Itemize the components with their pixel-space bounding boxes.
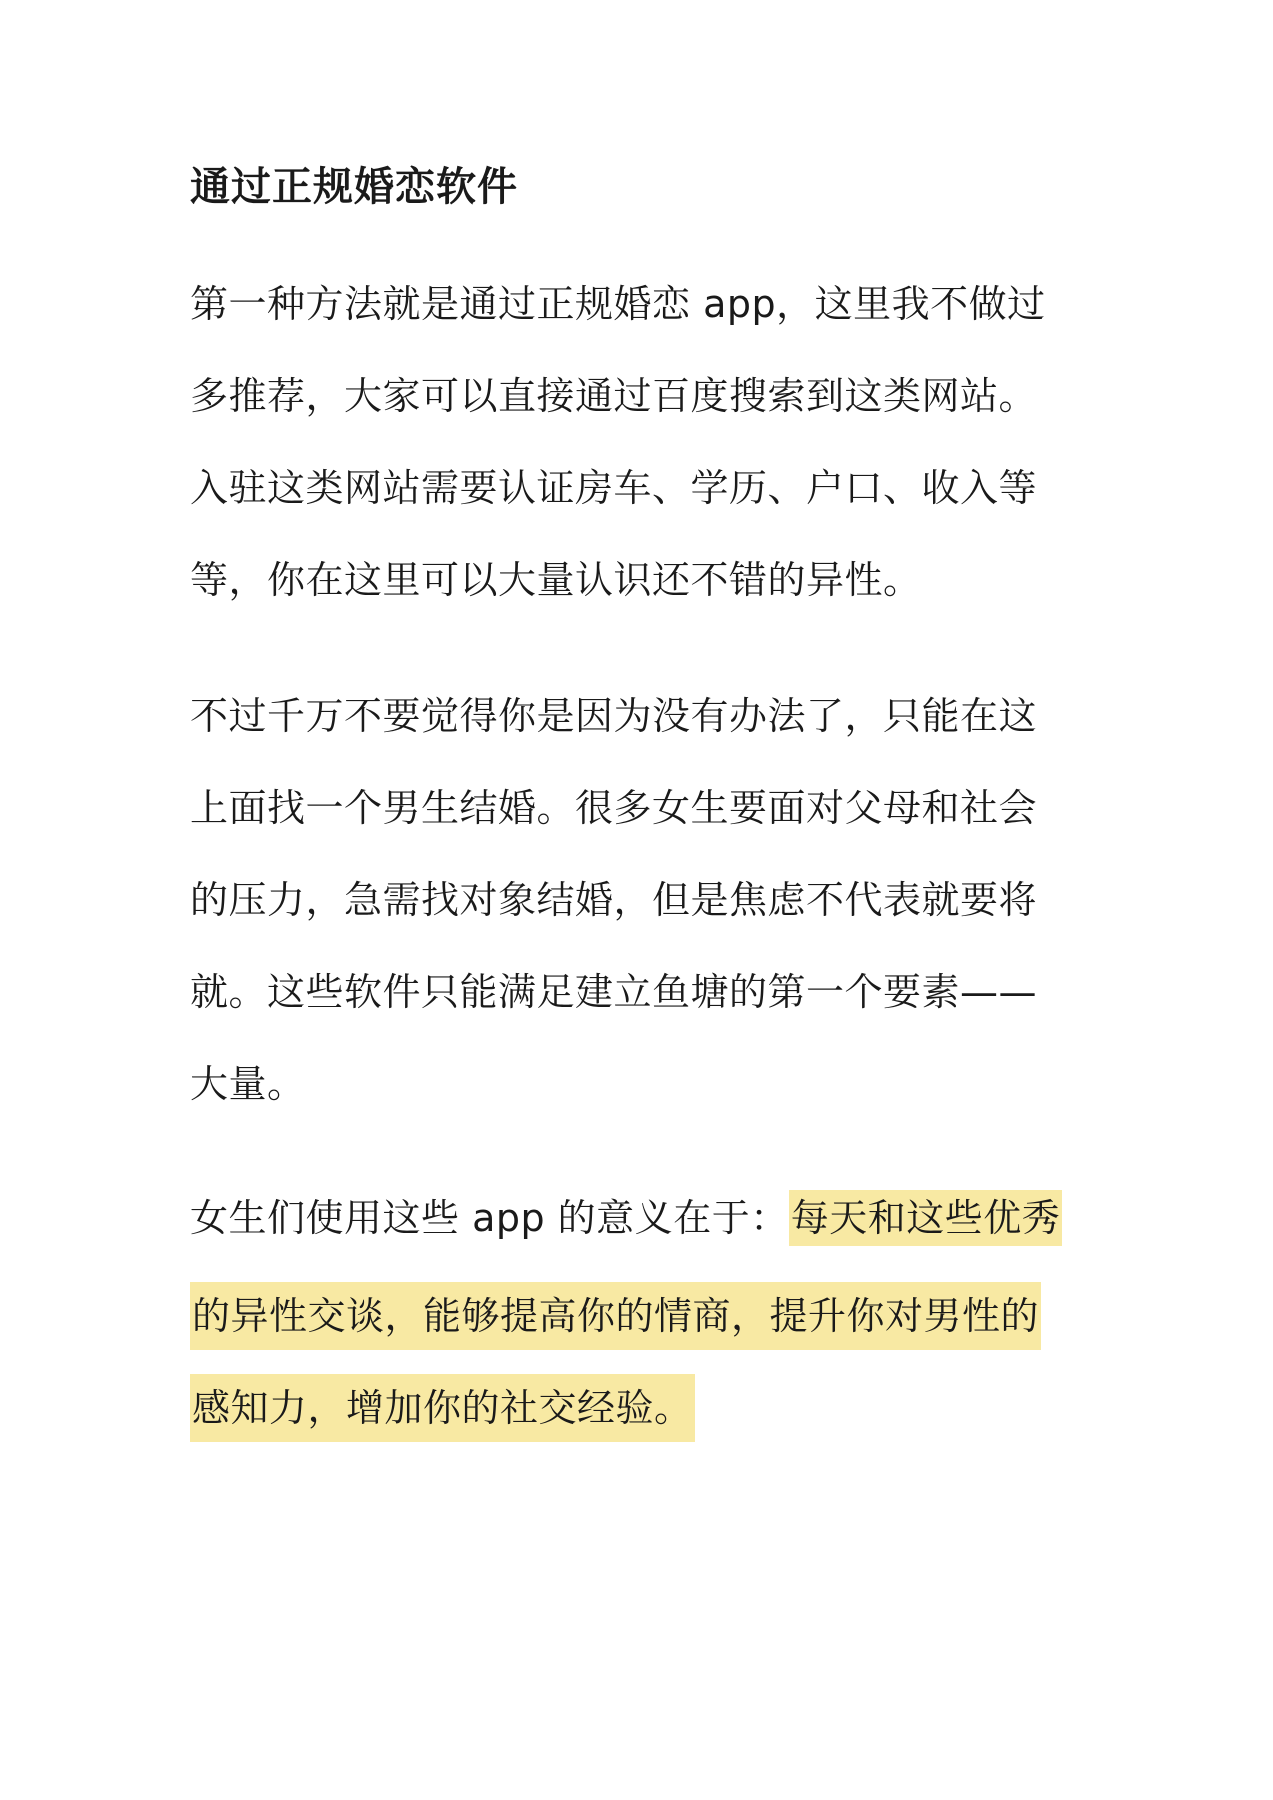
paragraph-2-line-2: 上面找一个男生结婚。很多女生要面对父母和社会 (190, 786, 1038, 830)
highlighted-text: 的异性交谈，能够提高你的情商，提升你对男性的 (190, 1282, 1041, 1350)
paragraph-3-line-3 (190, 1374, 1085, 1442)
section-heading: 通过正规婚恋软件 (190, 164, 518, 210)
paragraph-1-line-4: 等，你在这里可以大量认识还不错的异性。 (190, 558, 922, 602)
paragraph-2-line-4: 就。这些软件只能满足建立鱼塘的第一个要素—— (190, 970, 1038, 1014)
highlighted-text: 每天和这些优秀 (789, 1190, 1063, 1246)
paragraph-1-line-2: 多推荐，大家可以直接通过百度搜索到这类网站。 (190, 374, 1038, 418)
paragraph-2-line-1: 不过千万不要觉得你是因为没有办法了，只能在这 (190, 694, 1038, 738)
paragraph-3-plain-text: 女生们使用这些 app 的意义在于： (190, 1196, 789, 1240)
paragraph-3-line-2 (190, 1282, 1085, 1350)
paragraph-1-line-1: 第一种方法就是通过正规婚恋 app，这里我不做过 (190, 282, 1046, 326)
paragraph-1-line-3: 入驻这类网站需要认证房车、学历、户口、收入等 (190, 466, 1038, 510)
paragraph-3-line-1 (190, 1190, 1085, 1246)
paragraph-2-line-5: 大量。 (190, 1062, 306, 1106)
highlighted-text: 感知力，增加你的社交经验。 (190, 1374, 695, 1442)
paragraph-2-line-3: 的压力，急需找对象结婚，但是焦虑不代表就要将 (190, 878, 1038, 922)
